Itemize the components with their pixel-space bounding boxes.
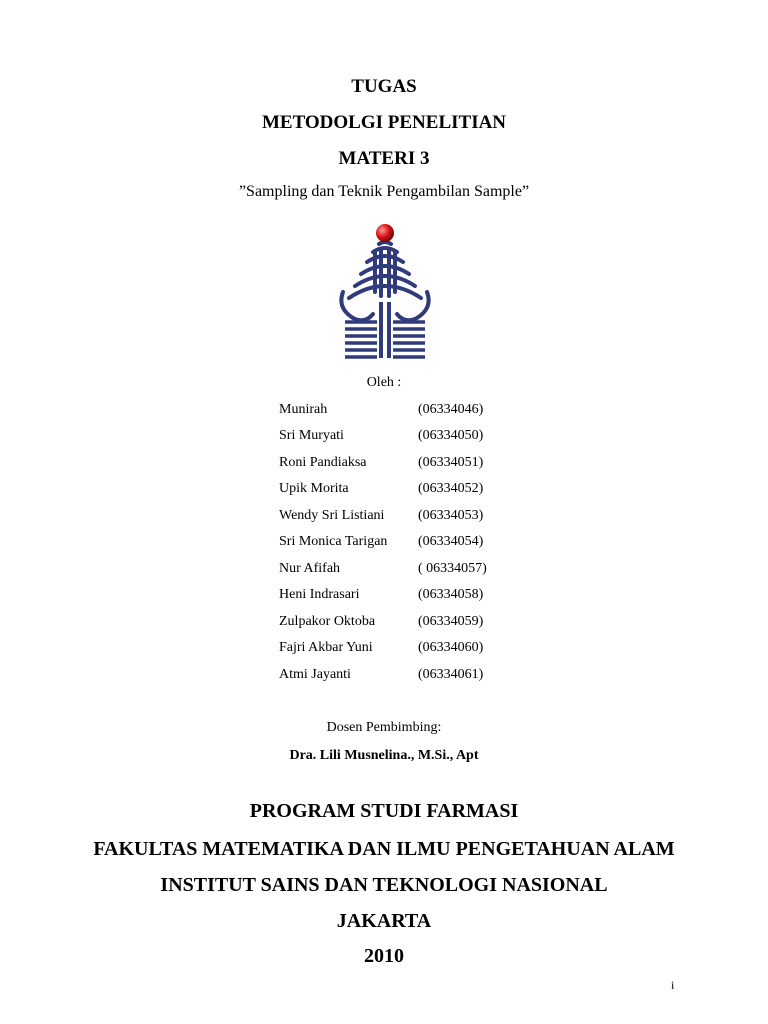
author-row: [0, 640, 768, 660]
author-nim: (06334058): [418, 587, 484, 602]
author-row: [0, 508, 768, 528]
author-nim: (06334046): [418, 402, 484, 417]
author-row: [0, 481, 768, 501]
author-nim: (06334052): [418, 481, 484, 496]
faculty-name: FAKULTAS MATEMATIKA DAN ILMU PENGETAHUAN ALAM: [93, 838, 675, 860]
institute-name: INSTITUT SAINS DAN TEKNOLOGI NASIONAL: [160, 874, 608, 896]
oleh-label: Oleh :: [366, 375, 402, 390]
author-nim: (06334053): [418, 508, 484, 523]
author-row: [0, 455, 768, 475]
author-name: Upik Morita: [279, 481, 349, 496]
page-number: i: [671, 978, 675, 992]
author-name: Heni Indrasari: [279, 587, 360, 602]
author-nim: (06334054): [418, 534, 484, 549]
author-row: [0, 667, 768, 687]
title-tugas: TUGAS: [351, 76, 417, 97]
author-row: [0, 614, 768, 634]
author-nim: ( 06334057): [418, 561, 487, 576]
author-name: Munirah: [279, 402, 328, 417]
author-nim: (06334060): [418, 640, 484, 655]
author-row: [0, 402, 768, 422]
supervisor-name: Dra. Lili Musnelina., M.Si., Apt: [289, 748, 479, 763]
university-emblem-icon: [335, 222, 435, 360]
author-nim: (06334051): [418, 455, 484, 470]
program-name: PROGRAM STUDI FARMASI: [249, 800, 519, 822]
author-nim: (06334061): [418, 667, 484, 682]
author-name: Atmi Jayanti: [279, 667, 351, 682]
author-nim: (06334059): [418, 614, 484, 629]
title-course: METODOLGI PENELITIAN: [261, 112, 507, 133]
author-row: [0, 587, 768, 607]
city: JAKARTA: [336, 910, 432, 932]
author-name: Sri Monica Tarigan: [279, 534, 388, 549]
author-name: Nur Afifah: [279, 561, 341, 576]
year: 2010: [364, 945, 404, 967]
author-row: [0, 428, 768, 448]
author-row: [0, 534, 768, 554]
author-name: Sri Muryati: [279, 428, 344, 443]
author-name: Roni Pandiaksa: [279, 455, 367, 470]
supervisor-label: Dosen Pembimbing:: [326, 720, 442, 735]
subtitle: ”Sampling dan Teknik Pengambilan Sample”: [238, 183, 530, 200]
author-name: Fajri Akbar Yuni: [279, 640, 373, 655]
author-name: Zulpakor Oktoba: [279, 614, 376, 629]
author-nim: (06334050): [418, 428, 484, 443]
author-row: [0, 561, 768, 581]
title-materi: MATERI 3: [338, 148, 430, 169]
author-name: Wendy Sri Listiani: [279, 508, 385, 523]
